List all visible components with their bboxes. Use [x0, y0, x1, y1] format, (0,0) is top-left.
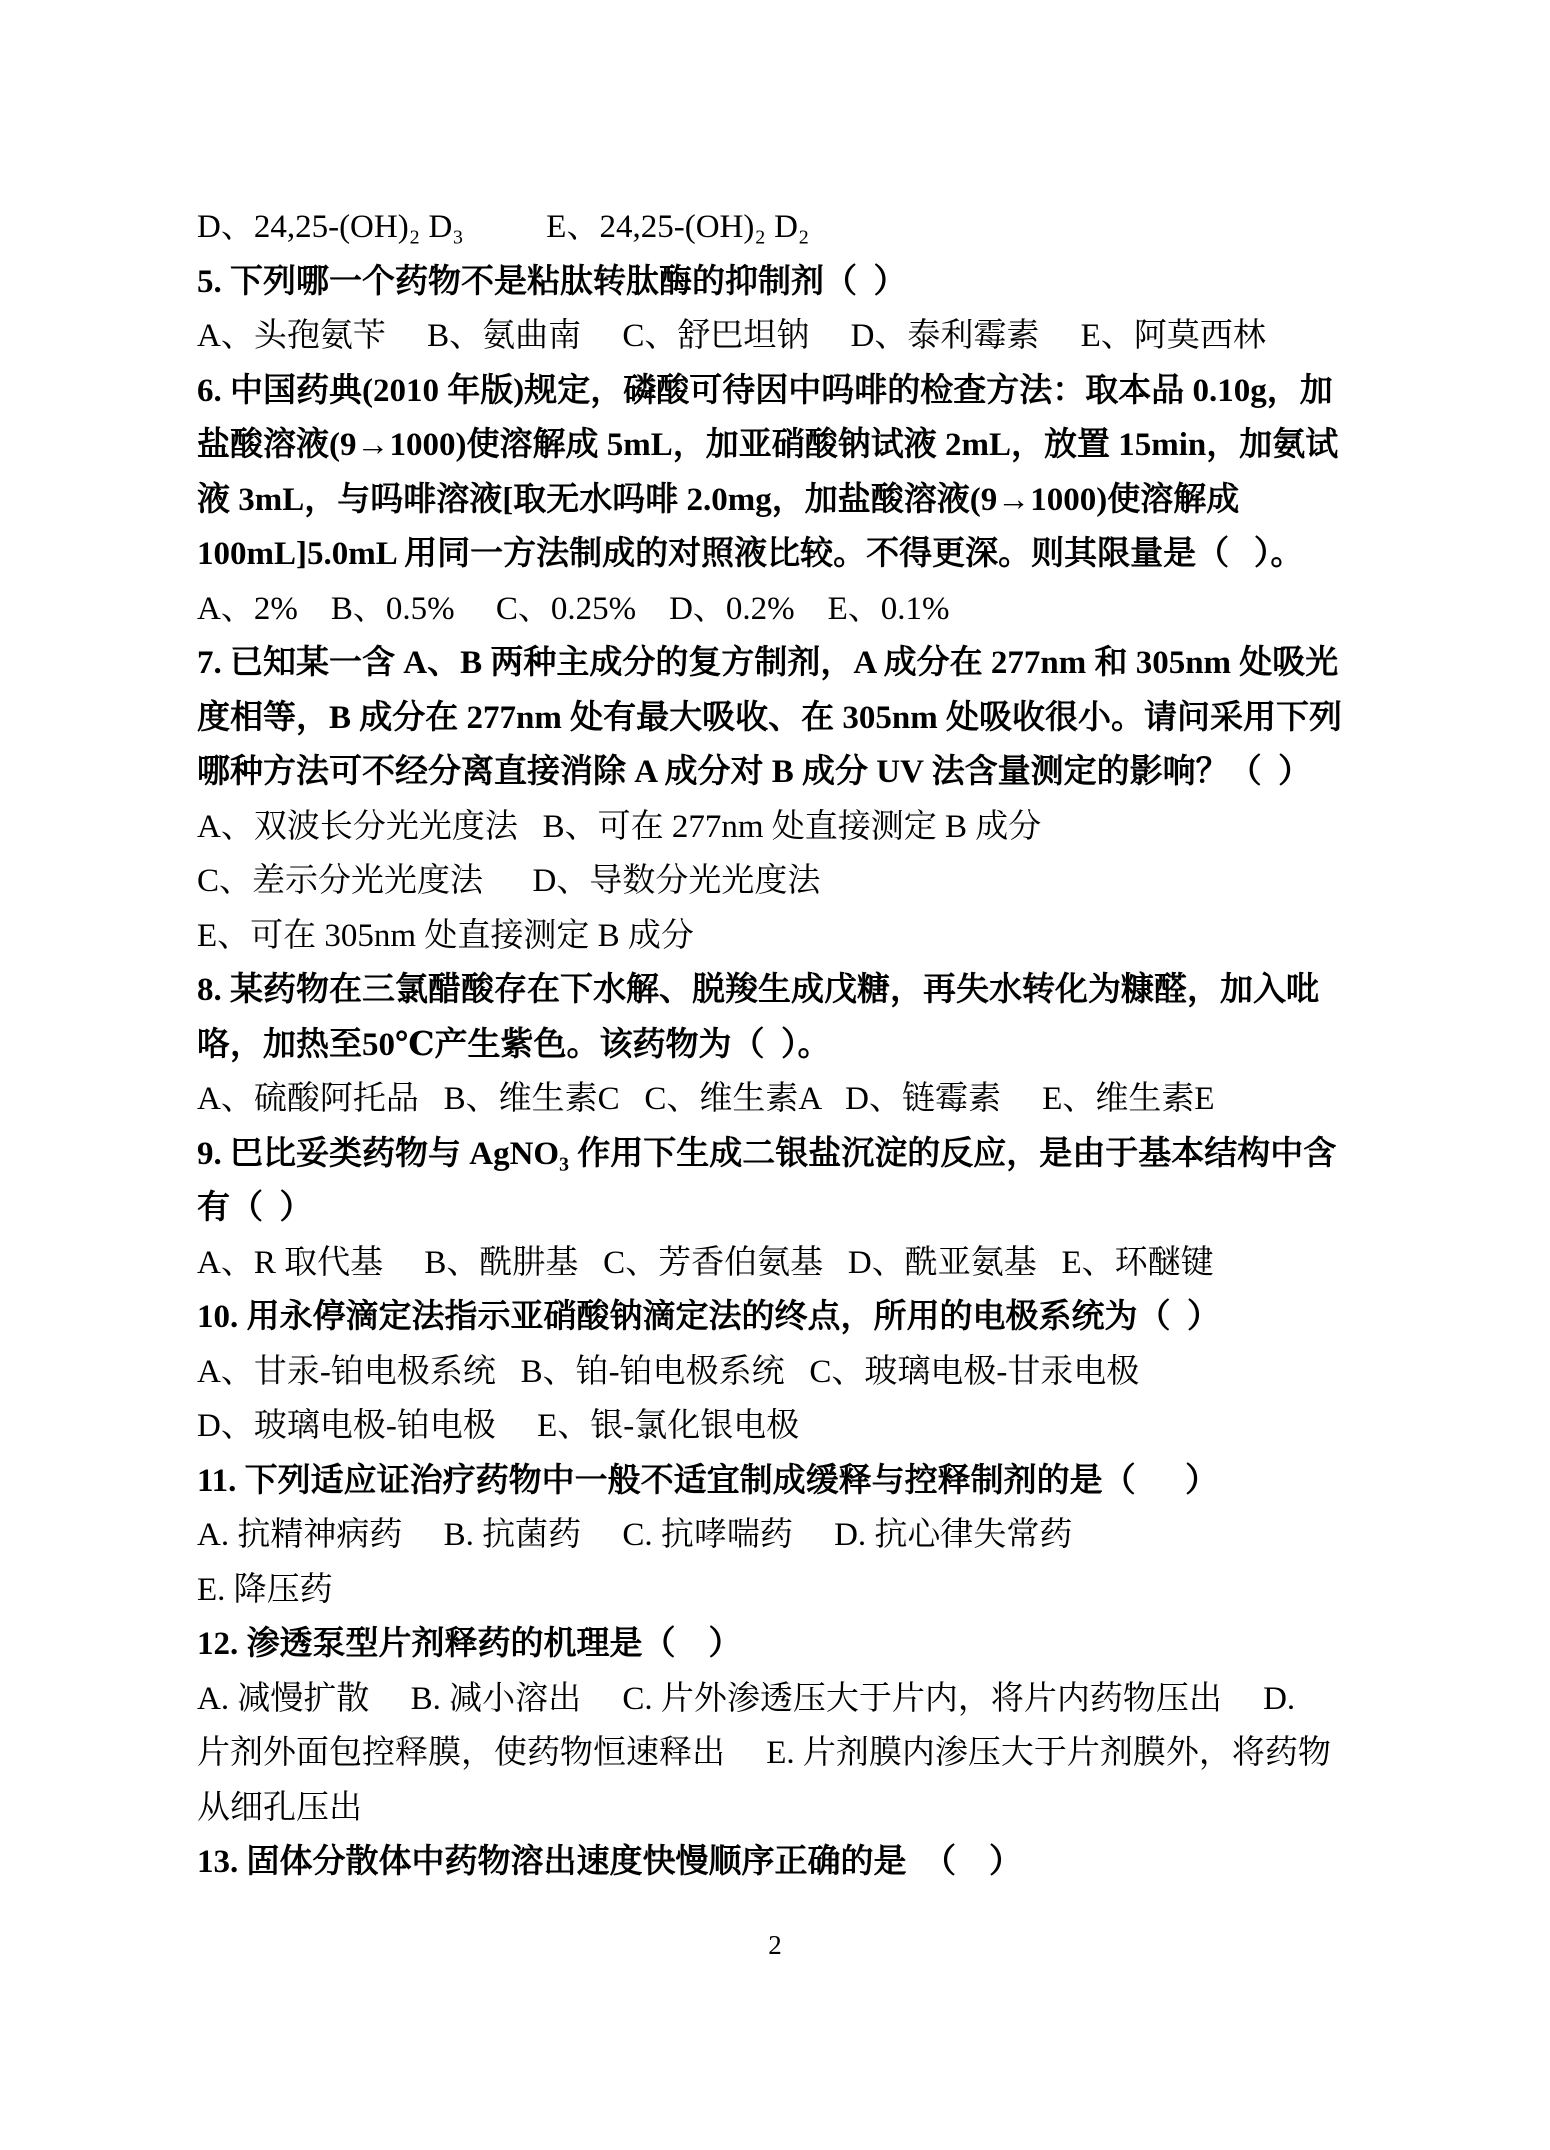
options-line: 从细孔压出	[197, 1789, 362, 1826]
options-line: 片剂外面包控释膜，使药物恒速释出 E. 片剂膜内渗压大于片剂膜外，将药物	[197, 1735, 1331, 1771]
options-line: D、玻璃电极-铂电极 E、银-氯化银电极	[197, 1408, 800, 1444]
options-line: A. 减慢扩散 B. 减小溶出 C. 片外渗透压大于片内，将片内药物压出 D.	[197, 1680, 1296, 1717]
page-number: 2	[768, 1930, 782, 1960]
options-line: E、可在 305nm 处直接测定 B 成分	[197, 917, 694, 954]
options-line: A. 抗精神病药 B. 抗菌药 C. 抗哮喘药 D. 抗心律失常药	[197, 1517, 1073, 1553]
options-line: C、差示分光光度法 D、导数分光光度法	[197, 863, 821, 899]
options-line: A、双波长分光光度法 B、可在 277nm 处直接测定 B 成分	[197, 808, 1042, 845]
question-stem-line: 100mL]5.0mL 用同一方法制成的对照液比较。不得更深。则其限量是（ ）。	[197, 536, 1304, 572]
question-stem-line: 9. 巴比妥类药物与 AgNO₃ 作用下生成二银盐沉淀的反应，是由于基本结构中含	[197, 1135, 1337, 1172]
question-stem-line: 12. 渗透泵型片剂释药的机理是（ ）	[197, 1626, 742, 1662]
question-stem-line: 5. 下列哪一个药物不是粘肽转肽酶的抑制剂（ ）	[197, 263, 907, 300]
question-stem-line: 6. 中国药典(2010 年版)规定，磷酸可待因中吗啡的检查方法：取本品 0.10g，加	[197, 372, 1333, 409]
question-stem-line: 13. 固体分散体中药物溶出速度快慢顺序正确的是 （ ）	[197, 1844, 1022, 1880]
options-line: A、头孢氨苄 B、氨曲南 C、舒巴坦钠 D、泰利霉素 E、阿莫西林	[197, 318, 1266, 354]
question-stem-line: 有（ ）	[197, 1190, 313, 1226]
options-line: D、24,25-(OH)₂ D₃ E、24,25-(OH)₂ D₂	[197, 209, 810, 245]
page-footer	[0, 1930, 1550, 1961]
options-line: A、2% B、0.5% C、0.25% D、0.2% E、0.1%	[197, 590, 950, 627]
question-stem-line: 盐酸溶液(9→1000)使溶解成 5mL，加亚硝酸钠试液 2mL，放置 15min，加氨试	[197, 427, 1339, 463]
question-stem-line: 10. 用永停滴定法指示亚硝酸钠滴定法的终点，所用的电极系统为（ ）	[197, 1299, 1220, 1335]
options-line: A、R 取代基 B、酰肼基 C、芳香伯氨基 D、酰亚氨基 E、环醚键	[197, 1244, 1214, 1281]
question-stem-line: 液 3mL，与吗啡溶液[取无水吗啡 2.0mg，加盐酸溶液(9→1000)使溶解成	[197, 481, 1240, 518]
exam-body	[197, 200, 1407, 1890]
question-stem-line: 7. 已知某一含 A、B 两种主成分的复方制剂，A 成分在 277nm 和 305nm 处吸光	[197, 645, 1339, 681]
question-stem-line: 8. 某药物在三氯醋酸存在下水解、脱羧生成戊糖，再失水转化为糠醛，加入吡	[197, 972, 1319, 1008]
question-stem-line: 度相等，B 成分在 277nm 处有最大吸收、在 305nm 处吸收很小。请问采用下列	[197, 699, 1342, 736]
options-line: A、硫酸阿托品 B、维生素C C、维生素A D、链霉素 E、维生素E	[197, 1081, 1215, 1117]
question-stem-line: 哪种方法可不经分离直接消除 A 成分对 B 成分 UV 法含量测定的影响？（ ）	[197, 754, 1312, 790]
question-stem-line: 咯，加热至50℃产生紫色。该药物为（ ）。	[197, 1026, 831, 1063]
options-line: E. 降压药	[197, 1571, 333, 1608]
question-stem-line: 11. 下列适应证治疗药物中一般不适宜制成缓释与控释制剂的是（ ）	[197, 1462, 1219, 1499]
options-line: A、甘汞-铂电极系统 B、铂-铂电极系统 C、玻璃电极-甘汞电极	[197, 1353, 1140, 1390]
